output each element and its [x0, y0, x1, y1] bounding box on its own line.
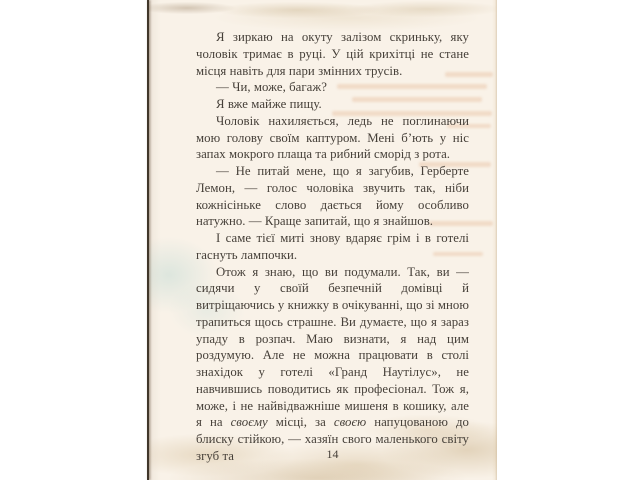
paragraph: І саме тієї миті знову вдаряє грім і в готелі гаснуть лампочки.	[196, 231, 469, 262]
paragraph: — Чи, може, багаж?	[216, 80, 328, 95]
paragraph: Я вже майже пищу.	[216, 97, 322, 111]
page-right-edge	[495, 0, 497, 480]
paragraph: — Не питай мене, що я загубив, Герберте Лемон, — голос чоловіка звучить так, ніби кожнісіньке слово дається йому особливо натужно. — Краще запитай, що я знайшов.	[196, 164, 469, 229]
page-spine-edge	[147, 0, 149, 480]
paragraph: Я зиркаю на окуту залізом скриньку, яку чоловік тримає в руці. У цій крихітці не стане місця навіть для пари змінних трусів.	[196, 30, 469, 78]
paragraph: Чоловік нахиляється, ледь не поглинаючи мою голову своїм каптуром. Мені б’ють у ніс запах мокрого плаща та рибний сморід з рота.	[196, 113, 469, 162]
paragraph: Отож я знаю, що ви подумали. Так, ви — сидячи у своїй безпечній домівці й витріщаючись у книжку в очікуванні, що зі мною трапиться щось страшне. Ви думаєте, що я зараз упаду в розпач. Маю визнати, я над цим роздумую. Але не можна працювати в столі знахідок у готелі «Гранд Наутілус», не навчившись поводитись як професіонал. Тож я, може, і не найвідважніше мишеня в кошику, але я на своєму місці, за своєю напуцованою до блиску стійкою, — хазяїн свого маленького світу згуб та	[196, 264, 469, 463]
page-number: 14	[326, 447, 339, 461]
book-page	[147, 0, 497, 480]
page-text-block	[196, 29, 469, 465]
